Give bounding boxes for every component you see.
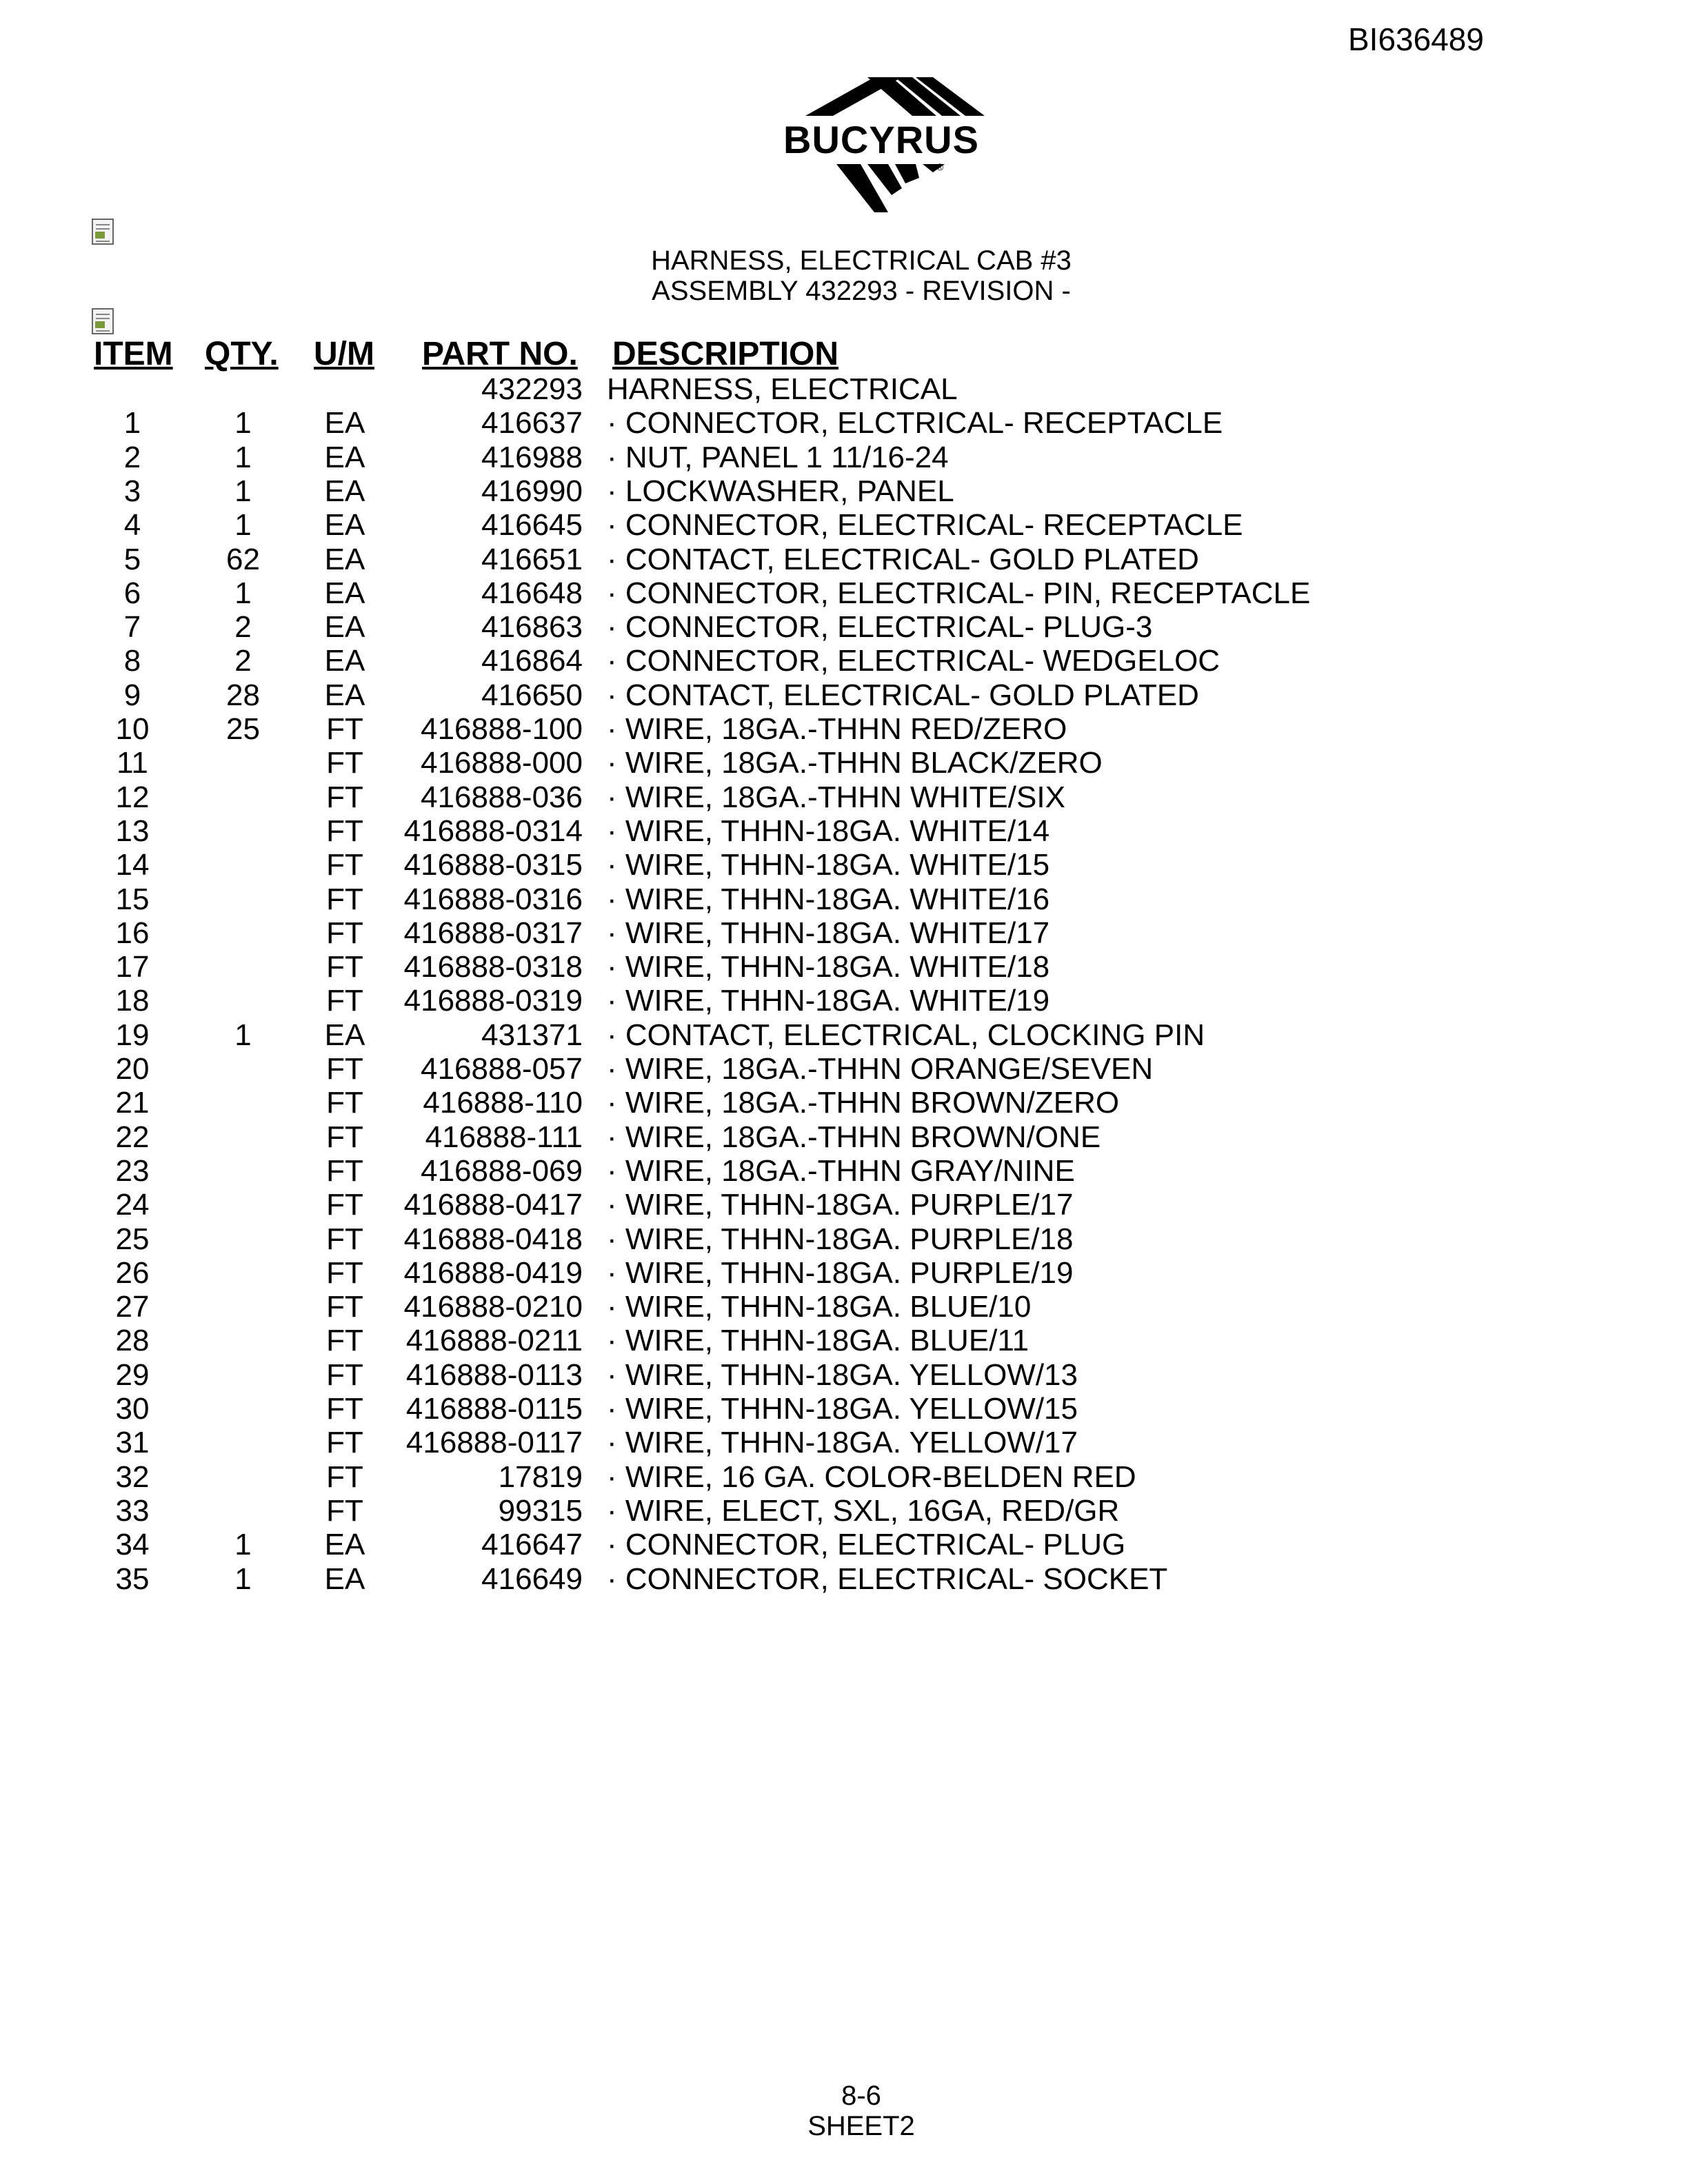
part-number-cell: 416649 bbox=[481, 1562, 583, 1596]
part-number-cell: 416888-0418 bbox=[403, 1222, 583, 1256]
um-cell: EA bbox=[324, 610, 365, 644]
description-cell: · WIRE, 18GA.-THHN BROWN/ZERO bbox=[607, 1086, 1120, 1120]
table-row bbox=[0, 1120, 1688, 1154]
description-cell: · CONNECTOR, ELECTRICAL- PIN, RECEPTACLE bbox=[607, 576, 1311, 610]
table-row bbox=[0, 508, 1688, 542]
table-row bbox=[0, 984, 1688, 1018]
um-cell: FT bbox=[326, 1222, 363, 1256]
item-cell: 9 bbox=[123, 678, 141, 712]
um-cell: FT bbox=[326, 848, 363, 882]
description-cell: · WIRE, THHN-18GA. WHITE/16 bbox=[607, 882, 1050, 916]
item-cell: 12 bbox=[115, 780, 150, 814]
item-cell: 11 bbox=[117, 746, 148, 780]
table-row bbox=[0, 543, 1688, 576]
table-row bbox=[0, 814, 1688, 848]
item-cell: 32 bbox=[115, 1460, 150, 1494]
header-description: DESCRIPTION bbox=[612, 336, 839, 372]
table-row bbox=[0, 644, 1688, 678]
table-row bbox=[0, 1324, 1688, 1357]
description-cell: · CONTACT, ELECTRICAL, CLOCKING PIN bbox=[607, 1018, 1205, 1052]
description-cell: · WIRE, THHN-18GA. BLUE/11 bbox=[607, 1324, 1029, 1357]
document-icon[interactable] bbox=[91, 218, 116, 245]
um-cell: FT bbox=[326, 1324, 363, 1357]
part-number-cell: 416888-0210 bbox=[403, 1290, 583, 1324]
header-part-no: PART NO. bbox=[422, 336, 578, 372]
description-cell: · WIRE, 18GA.-THHN BROWN/ONE bbox=[607, 1120, 1101, 1154]
document-icon[interactable] bbox=[91, 307, 116, 335]
description-cell: · WIRE, ELECT, SXL, 16GA, RED/GR bbox=[607, 1494, 1120, 1528]
table-row bbox=[0, 780, 1688, 814]
table-row bbox=[0, 1256, 1688, 1290]
description-cell: · WIRE, THHN-18GA. WHITE/14 bbox=[607, 814, 1050, 848]
item-cell: 10 bbox=[115, 712, 150, 746]
item-cell: 14 bbox=[115, 848, 150, 882]
description-cell: · CONNECTOR, ELECTRICAL- PLUG-3 bbox=[607, 610, 1153, 644]
table-row bbox=[0, 848, 1688, 882]
item-cell: 28 bbox=[115, 1324, 150, 1357]
qty-cell: 1 bbox=[234, 474, 252, 508]
um-cell: FT bbox=[326, 712, 363, 746]
um-cell: EA bbox=[324, 1018, 365, 1052]
table-row bbox=[0, 576, 1688, 610]
table-row bbox=[0, 1052, 1688, 1086]
description-cell: · WIRE, THHN-18GA. YELLOW/13 bbox=[607, 1358, 1078, 1392]
description-cell: · WIRE, THHN-18GA. WHITE/15 bbox=[607, 848, 1050, 882]
part-number-cell: 99315 bbox=[498, 1494, 583, 1528]
um-cell: EA bbox=[324, 576, 365, 610]
description-cell: · WIRE, THHN-18GA. PURPLE/18 bbox=[607, 1222, 1074, 1256]
item-cell: 8 bbox=[123, 644, 141, 678]
part-number-cell: 416651 bbox=[481, 543, 583, 576]
item-cell: 19 bbox=[115, 1018, 150, 1052]
table-row bbox=[0, 441, 1688, 474]
part-number-cell: 416888-0319 bbox=[403, 984, 583, 1018]
part-number-cell: 416888-0113 bbox=[405, 1358, 583, 1392]
table-row bbox=[0, 372, 1688, 406]
qty-cell: 1 bbox=[234, 576, 252, 610]
item-cell: 25 bbox=[115, 1222, 150, 1256]
description-cell: · WIRE, THHN-18GA. WHITE/19 bbox=[607, 984, 1050, 1018]
um-cell: FT bbox=[326, 882, 363, 916]
item-cell: 29 bbox=[115, 1358, 150, 1392]
table-row bbox=[0, 1154, 1688, 1188]
description-cell: · CONNECTOR, ELCTRICAL- RECEPTACLE bbox=[607, 406, 1223, 440]
um-cell: EA bbox=[324, 406, 365, 440]
um-cell: FT bbox=[326, 1494, 363, 1528]
item-cell: 20 bbox=[115, 1052, 150, 1086]
table-row bbox=[0, 1222, 1688, 1256]
part-number-cell: 17819 bbox=[498, 1460, 583, 1494]
description-cell: · WIRE, 18GA.-THHN BLACK/ZERO bbox=[607, 746, 1103, 780]
item-cell: 33 bbox=[115, 1494, 150, 1528]
um-cell: EA bbox=[324, 474, 365, 508]
um-cell: FT bbox=[326, 1392, 363, 1426]
table-row bbox=[0, 1358, 1688, 1392]
item-cell: 2 bbox=[123, 441, 141, 474]
um-cell: FT bbox=[326, 1188, 363, 1222]
table-row bbox=[0, 678, 1688, 712]
sheet-label: SHEET2 bbox=[807, 2111, 915, 2141]
table-row bbox=[0, 882, 1688, 916]
item-cell: 34 bbox=[115, 1528, 150, 1561]
um-cell: FT bbox=[326, 984, 363, 1018]
item-cell: 3 bbox=[123, 474, 141, 508]
table-row bbox=[0, 916, 1688, 950]
registered-mark: ® bbox=[936, 161, 944, 172]
um-cell: EA bbox=[324, 441, 365, 474]
um-cell: FT bbox=[326, 780, 363, 814]
description-cell: · WIRE, 18GA.-THHN RED/ZERO bbox=[607, 712, 1067, 746]
table-row bbox=[0, 1562, 1688, 1596]
header-item: ITEM bbox=[94, 336, 173, 372]
um-cell: FT bbox=[326, 1086, 363, 1120]
description-cell: · WIRE, THHN-18GA. WHITE/17 bbox=[607, 916, 1050, 950]
part-number-cell: 432293 bbox=[481, 372, 583, 406]
part-number-cell: 416888-000 bbox=[421, 746, 583, 780]
um-cell: FT bbox=[326, 1154, 363, 1188]
item-cell: 6 bbox=[123, 576, 141, 610]
part-number-cell: 416645 bbox=[481, 508, 583, 542]
part-number-cell: 416888-0315 bbox=[403, 848, 583, 882]
table-row bbox=[0, 1188, 1688, 1222]
um-cell: FT bbox=[326, 1358, 363, 1392]
table-row bbox=[0, 1528, 1688, 1561]
bucyrus-logo bbox=[764, 74, 998, 219]
table-row bbox=[0, 1086, 1688, 1120]
qty-cell: 2 bbox=[234, 644, 252, 678]
part-number-cell: 416864 bbox=[481, 644, 583, 678]
table-row bbox=[0, 712, 1688, 746]
description-cell: · WIRE, THHN-18GA. BLUE/10 bbox=[607, 1290, 1032, 1324]
item-cell: 35 bbox=[115, 1562, 150, 1596]
document-id: BI636489 bbox=[1348, 21, 1484, 57]
table-row bbox=[0, 406, 1688, 440]
title-line-2: ASSEMBLY 432293 - REVISION - bbox=[652, 276, 1071, 306]
um-cell: EA bbox=[324, 543, 365, 576]
table-row bbox=[0, 1290, 1688, 1324]
qty-cell: 28 bbox=[226, 678, 260, 712]
item-cell: 7 bbox=[123, 610, 141, 644]
table-row bbox=[0, 1018, 1688, 1052]
header-qty: QTY. bbox=[205, 336, 279, 372]
part-number-cell: 416888-0318 bbox=[403, 950, 583, 984]
part-number-cell: 416637 bbox=[481, 406, 583, 440]
qty-cell: 1 bbox=[234, 1018, 252, 1052]
description-cell: · WIRE, 16 GA. COLOR-BELDEN RED bbox=[607, 1460, 1136, 1494]
qty-cell: 25 bbox=[226, 712, 260, 746]
part-number-cell: 416650 bbox=[481, 678, 583, 712]
description-cell: · CONTACT, ELECTRICAL- GOLD PLATED bbox=[607, 678, 1199, 712]
part-number-cell: 416888-110 bbox=[423, 1086, 583, 1120]
item-cell: 4 bbox=[123, 508, 141, 542]
part-number-cell: 416888-036 bbox=[421, 780, 583, 814]
table-row bbox=[0, 474, 1688, 508]
table-row bbox=[0, 1460, 1688, 1494]
um-cell: FT bbox=[326, 1290, 363, 1324]
um-cell: FT bbox=[326, 746, 363, 780]
qty-cell: 2 bbox=[234, 610, 252, 644]
description-cell: · CONNECTOR, ELECTRICAL- RECEPTACLE bbox=[607, 508, 1243, 542]
table-row bbox=[0, 1392, 1688, 1426]
description-cell: · WIRE, THHN-18GA. YELLOW/15 bbox=[607, 1392, 1078, 1426]
description-cell: · WIRE, 18GA.-THHN WHITE/SIX bbox=[607, 780, 1065, 814]
part-number-cell: 416888-069 bbox=[421, 1154, 583, 1188]
part-number-cell: 416888-0115 bbox=[405, 1392, 583, 1426]
table-row bbox=[0, 746, 1688, 780]
part-number-cell: 416988 bbox=[481, 441, 583, 474]
header-um: U/M bbox=[314, 336, 374, 372]
um-cell: FT bbox=[326, 950, 363, 984]
um-cell: FT bbox=[326, 814, 363, 848]
description-cell: · LOCKWASHER, PANEL bbox=[607, 474, 954, 508]
um-cell: FT bbox=[326, 1460, 363, 1494]
description-cell: · WIRE, THHN-18GA. PURPLE/19 bbox=[607, 1256, 1074, 1290]
um-cell: FT bbox=[326, 1120, 363, 1154]
description-cell: · CONNECTOR, ELECTRICAL- PLUG bbox=[607, 1528, 1126, 1561]
item-cell: 27 bbox=[115, 1290, 150, 1324]
um-cell: EA bbox=[324, 678, 365, 712]
part-number-cell: 416888-0211 bbox=[405, 1324, 583, 1357]
item-cell: 5 bbox=[123, 543, 141, 576]
description-cell: · WIRE, THHN-18GA. PURPLE/17 bbox=[607, 1188, 1074, 1222]
item-cell: 31 bbox=[115, 1426, 150, 1459]
item-cell: 18 bbox=[115, 984, 150, 1018]
um-cell: FT bbox=[326, 1052, 363, 1086]
part-number-cell: 416888-0314 bbox=[403, 814, 583, 848]
item-cell: 1 bbox=[123, 406, 141, 440]
description-cell: · WIRE, 18GA.-THHN GRAY/NINE bbox=[607, 1154, 1075, 1188]
table-row bbox=[0, 950, 1688, 984]
um-cell: FT bbox=[326, 1256, 363, 1290]
um-cell: FT bbox=[326, 1426, 363, 1459]
table-row bbox=[0, 1426, 1688, 1459]
part-number-cell: 416888-057 bbox=[421, 1052, 583, 1086]
part-number-cell: 416888-0417 bbox=[403, 1188, 583, 1222]
part-number-cell: 416648 bbox=[481, 576, 583, 610]
um-cell: EA bbox=[324, 1528, 365, 1561]
qty-cell: 1 bbox=[234, 406, 252, 440]
item-cell: 26 bbox=[115, 1256, 150, 1290]
item-cell: 24 bbox=[115, 1188, 150, 1222]
description-cell: · NUT, PANEL 1 11/16-24 bbox=[607, 441, 949, 474]
item-cell: 17 bbox=[115, 950, 150, 984]
part-number-cell: 416888-0419 bbox=[403, 1256, 583, 1290]
item-cell: 13 bbox=[115, 814, 150, 848]
logo-wordmark: BUCYRUS bbox=[783, 118, 979, 161]
item-cell: 21 bbox=[115, 1086, 150, 1120]
description-cell: · CONTACT, ELECTRICAL- GOLD PLATED bbox=[607, 543, 1199, 576]
title-line-1: HARNESS, ELECTRICAL CAB #3 bbox=[651, 245, 1072, 276]
part-number-cell: 416888-0317 bbox=[403, 916, 583, 950]
item-cell: 23 bbox=[115, 1154, 150, 1188]
part-number-cell: 416863 bbox=[481, 610, 583, 644]
item-cell: 22 bbox=[115, 1120, 150, 1154]
um-cell: FT bbox=[326, 916, 363, 950]
um-cell: EA bbox=[324, 1562, 365, 1596]
description-cell: · CONNECTOR, ELECTRICAL- SOCKET bbox=[607, 1562, 1168, 1596]
part-number-cell: 416888-111 bbox=[425, 1120, 583, 1154]
description-cell: · WIRE, THHN-18GA. WHITE/18 bbox=[607, 950, 1050, 984]
item-cell: 16 bbox=[115, 916, 150, 950]
item-cell: 30 bbox=[115, 1392, 150, 1426]
qty-cell: 1 bbox=[234, 1562, 252, 1596]
qty-cell: 1 bbox=[234, 1528, 252, 1561]
table-row bbox=[0, 1494, 1688, 1528]
qty-cell: 62 bbox=[226, 543, 260, 576]
um-cell: EA bbox=[324, 508, 365, 542]
description-cell: · WIRE, THHN-18GA. YELLOW/17 bbox=[607, 1426, 1078, 1459]
part-number-cell: 416888-0316 bbox=[403, 882, 583, 916]
description-cell: · CONNECTOR, ELECTRICAL- WEDGELOC bbox=[607, 644, 1220, 678]
item-cell: 15 bbox=[115, 882, 150, 916]
part-number-cell: 431371 bbox=[481, 1018, 583, 1052]
part-number-cell: 416990 bbox=[481, 474, 583, 508]
qty-cell: 1 bbox=[234, 508, 252, 542]
table-row bbox=[0, 610, 1688, 644]
page-number: 8-6 bbox=[841, 2081, 881, 2111]
description-cell: · WIRE, 18GA.-THHN ORANGE/SEVEN bbox=[607, 1052, 1154, 1086]
part-number-cell: 416888-100 bbox=[421, 712, 583, 746]
description-cell: HARNESS, ELECTRICAL bbox=[607, 372, 958, 406]
qty-cell: 1 bbox=[234, 441, 252, 474]
part-number-cell: 416888-0117 bbox=[405, 1426, 583, 1459]
um-cell: EA bbox=[324, 644, 365, 678]
part-number-cell: 416647 bbox=[481, 1528, 583, 1561]
